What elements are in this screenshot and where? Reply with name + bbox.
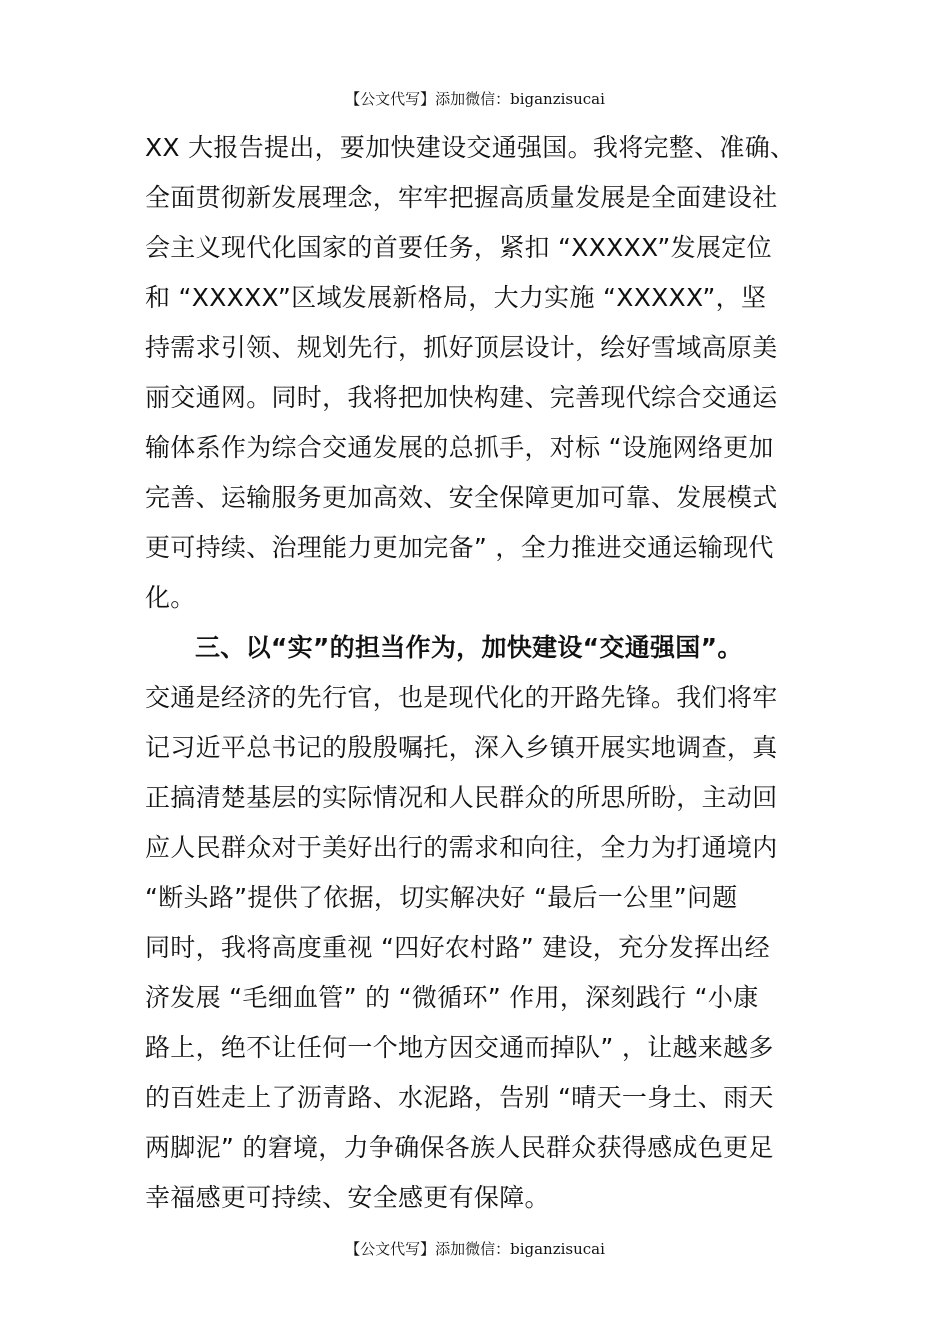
- body-line: 持需求引领、规划先行，抓好顶层设计，绘好雪域高原美: [145, 333, 778, 362]
- body-line: 的百姓走上了沥青路、水泥路，告别 “晴天一身土、雨天: [145, 1083, 774, 1112]
- body-line: 会主义现代化国家的首要任务，紧扣 “XXXXX”发展定位: [145, 233, 772, 262]
- body-line: 交通是经济的先行官，也是现代化的开路先锋。我们将牢: [145, 683, 778, 712]
- section-heading: 三、以“实”的担当作为，加快建设“交通强国”。: [195, 633, 743, 662]
- body-line: 正搞清楚基层的实际情况和人民群众的所思所盼，主动回: [145, 783, 778, 812]
- body-line: 输体系作为综合交通发展的总抓手，对标 “设施网络更加: [145, 433, 774, 462]
- page-footer: 【公文代写】添加微信：biganzisucai: [345, 1240, 605, 1258]
- body-line: 同时，我将高度重视 “四好农村路” 建设，充分发挥出经: [145, 933, 770, 962]
- body-line: 济发展 “毛细血管” 的 “微循环” 作用，深刻践行 “小康: [145, 983, 759, 1012]
- body-line: 路上，绝不让任何一个地方因交通而掉队” ，让越来越多: [145, 1033, 774, 1062]
- body-line: 丽交通网。同时，我将把加快构建、完善现代综合交通运: [145, 383, 778, 412]
- body-line: 和 “XXXXX”区域发展新格局，大力实施 “XXXXX”，坚: [145, 283, 767, 312]
- body-line: 完善、运输服务更加高效、安全保障更加可靠、发展模式: [145, 483, 778, 512]
- body-line: 幸福感更可持续、安全感更有保障。: [145, 1183, 550, 1212]
- body-line: 两脚泥” 的窘境，力争确保各族人民群众获得感成色更足: [145, 1133, 774, 1162]
- body-line: 应人民群众对于美好出行的需求和向往，全力为打通境内: [145, 833, 778, 862]
- body-line: 化。: [145, 583, 196, 612]
- body-line: “断头路”提供了依据，切实解决好 “最后一公里”问题: [145, 883, 738, 912]
- body-line: 记习近平总书记的殷殷嘱托，深入乡镇开展实地调查，真: [145, 733, 778, 762]
- body-line: 更可持续、治理能力更加完备” ，全力推进交通运输现代: [145, 533, 774, 562]
- body-line: XX 大报告提出，要加快建设交通强国。我将完整、准确、: [145, 133, 796, 162]
- document-body: [145, 123, 810, 1223]
- body-line: 全面贯彻新发展理念，牢牢把握高质量发展是全面建设社: [145, 183, 778, 212]
- page-header: 【公文代写】添加微信：biganzisucai: [345, 90, 605, 108]
